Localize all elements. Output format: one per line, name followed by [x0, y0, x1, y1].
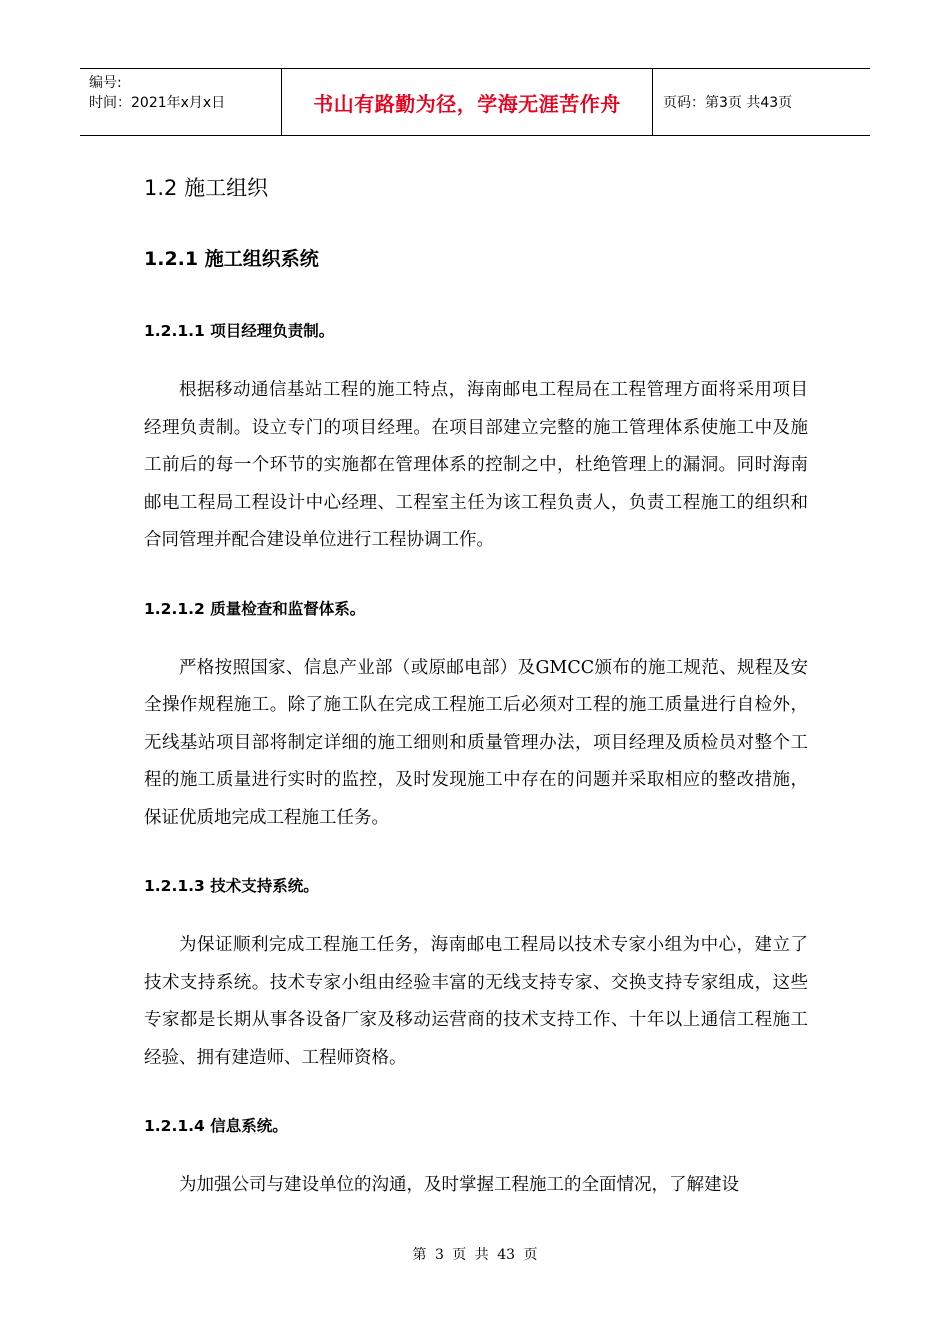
item-heading: 1.2.1.2 质量检查和监督体系。: [144, 599, 366, 618]
header-meta: [80, 69, 282, 135]
page-footer: 第 3 页 共 43 页: [412, 1247, 538, 1263]
item-heading: 1.2.1.1 项目经理负责制。: [144, 322, 335, 340]
item-paragraph: 根据移动通信基站工程的施工特点，海南邮电工程局在工程管理方面将采用项目经理负责制。设立专门的项目经理。在项目部建立完整的施工管理体系使施工中及施工前后的每一个环节的实施都在管理体系的控制之中，杜绝管理上的漏洞。同时海南邮电工程局工程设计中心经理、工程室主任为该工程负责人，负责工程施工的组织和合同管理并配合建设单位进行工程协调工作。: [144, 380, 808, 550]
section-title: 1.2 施工组织: [144, 176, 269, 200]
document-time: 时间：2021年x月x日: [89, 95, 226, 111]
document-number-label: 编号:: [89, 75, 122, 91]
item-paragraph: 严格按照国家、信息产业部（或原邮电部）及GMCC颁布的施工规范、规程及安全操作规程施工。除了施工队在完成工程施工后必须对工程的施工质量进行自检外，无线基站项目部将制定详细的施工细则和质量管理办法，项目经理及质检员对整个工程的施工质量进行实时的监控，及时发现施工中存在的问题并采取相应的整改措施，保证优质地完成工程施工任务。: [144, 657, 808, 828]
item-paragraph: 为加强公司与建设单位的沟通，及时掌握工程施工的全面情况，了解建设: [179, 1175, 739, 1195]
item-paragraph: 为保证顺利完成工程施工任务，海南邮电工程局以技术专家小组为中心，建立了技术支持系统。技术专家小组由经验丰富的无线支持专家、交换支持专家组成，这些专家都是长期从事各设备厂家及移动运营商的技术支持工作、十年以上通信工程施工经验、拥有建造师、工程师资格。: [144, 935, 808, 1068]
subsection-title: 1.2.1 施工组织系统: [144, 248, 319, 270]
document-body: [144, 150, 808, 1205]
header-page-info: 页码：第3页 共43页: [663, 95, 793, 111]
item-heading: 1.2.1.3 技术支持系统。: [144, 877, 319, 895]
page-header: [80, 68, 870, 136]
header-motto: 书山有路勤为径，学海无涯苦作舟: [282, 69, 653, 135]
item-heading: 1.2.1.4 信息系统。: [144, 1117, 288, 1135]
